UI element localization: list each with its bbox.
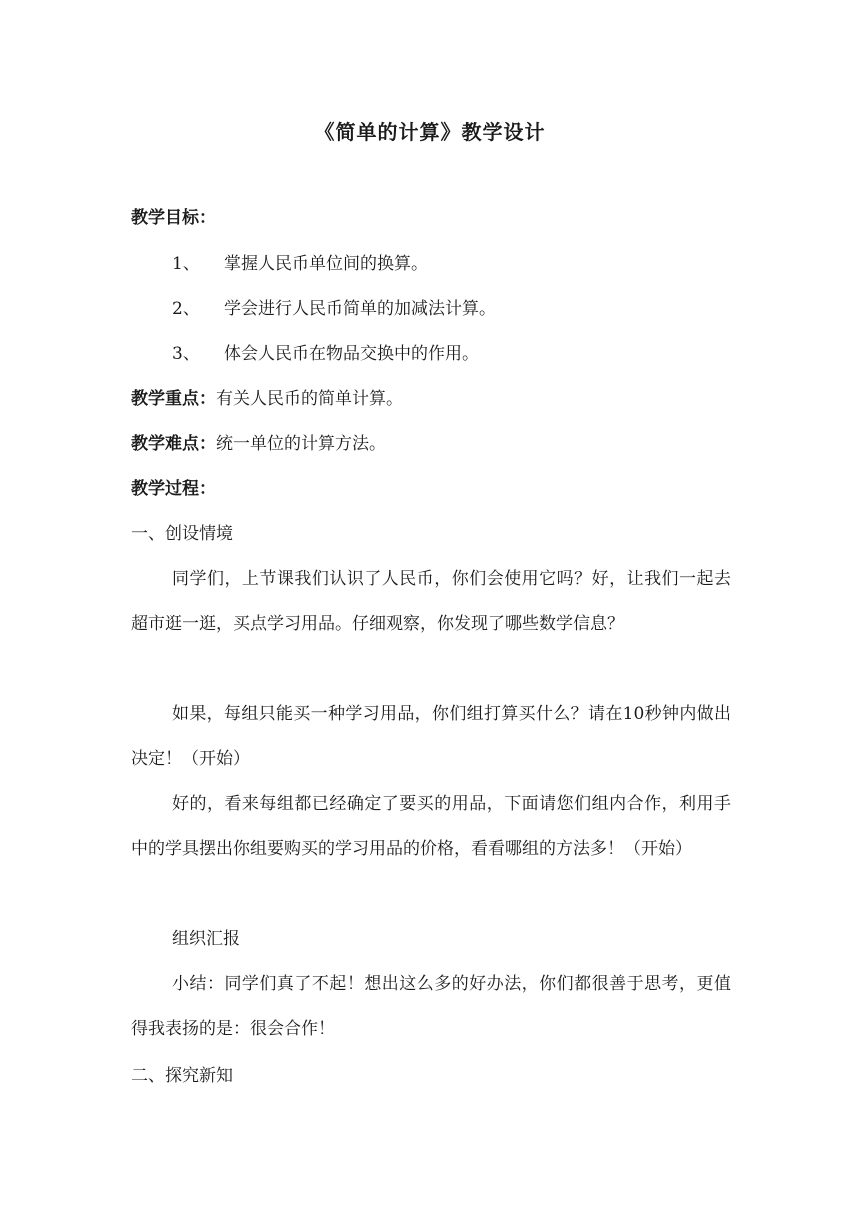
objective-text: 体会人民币在物品交换中的作用。 [224,344,479,364]
body-paragraph: 如果，每组只能买一种学习用品，你们组打算买什么？请在10秒钟内做出决定！（开始） [131,704,731,769]
body-paragraph: 小结：同学们真了不起！想出这么多的好办法，你们都很善于思考，更值得我表扬的是：很会合作！ [131,974,731,1039]
key-point-label: 教学重点： [131,389,216,409]
objective-item [172,343,772,365]
objective-item [172,298,772,320]
objective-number: 3、 [172,344,200,364]
objectives-heading: 教学目标： [131,208,216,228]
objective-text: 掌握人民币单位间的换算。 [224,254,428,274]
difficulty-line [131,433,731,455]
section-heading: 一、创设情境 [131,524,233,544]
document-title: 《简单的计算》教学设计 [314,120,546,144]
body-paragraph: 组织汇报 [172,929,240,949]
body-paragraph: 好的，看来每组都已经确定了要买的用品，下面请您们组内合作，利用手中的学具摆出你组要购买的学习用品的价格，看看哪组的方法多！（开始） [131,794,731,859]
objective-number: 2、 [172,299,200,319]
objective-number: 1、 [172,254,200,274]
process-heading: 教学过程： [131,479,216,499]
key-point-text: 有关人民币的简单计算。 [216,389,403,409]
body-paragraph: 同学们，上节课我们认识了人民币，你们会使用它吗？好，让我们一起去超市逛一逛，买点学习用品。仔细观察，你发现了哪些数学信息？ [131,569,731,634]
key-point-line [131,388,731,410]
objective-item [172,253,772,275]
difficulty-text: 统一单位的计算方法。 [216,434,386,454]
difficulty-label: 教学难点： [131,434,216,454]
section-heading: 二、探究新知 [131,1066,233,1086]
objective-text: 学会进行人民币简单的加减法计算。 [224,299,496,319]
